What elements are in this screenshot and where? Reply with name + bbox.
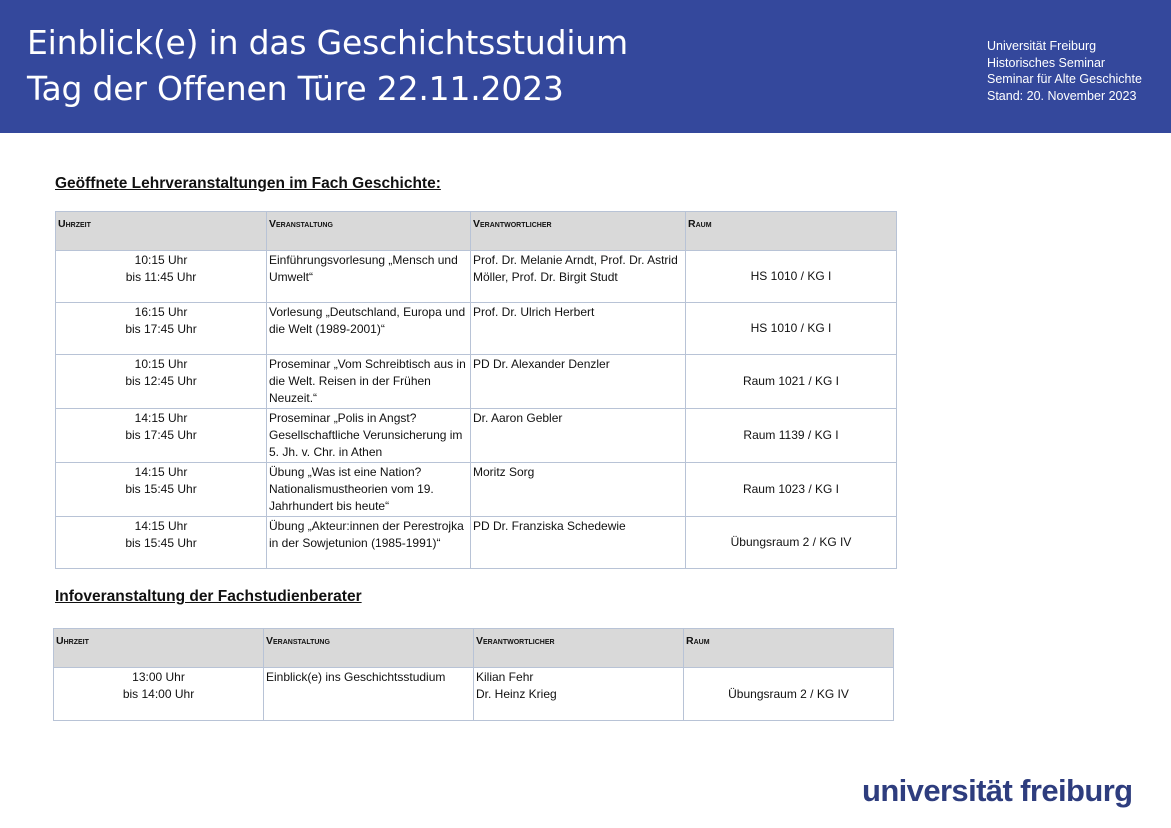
person-name: Kilian Fehr <box>476 670 534 684</box>
column-header-room: Raum <box>684 629 894 668</box>
table-row <box>56 517 897 569</box>
meta-university: Universität Freiburg <box>987 39 1097 53</box>
room-cell: HS 1010 / KG I <box>686 251 897 303</box>
time-end: bis 17:45 Uhr <box>125 322 197 336</box>
table-row <box>54 668 894 721</box>
table-header-row <box>56 212 897 251</box>
person-cell: Prof. Dr. Melanie Arndt, Prof. Dr. Astrid Möller, Prof. Dr. Birgit Studt <box>471 251 686 303</box>
person-cell: Moritz Sorg <box>471 463 686 517</box>
room-cell: Übungsraum 2 / KG IV <box>684 668 894 721</box>
person-cell: Dr. Aaron Gebler <box>471 409 686 463</box>
header-banner <box>0 0 1171 133</box>
time-start: 14:15 Uhr <box>134 411 188 425</box>
person-cell <box>474 668 684 721</box>
time-cell <box>56 303 267 355</box>
table-row <box>56 355 897 409</box>
column-header-time: Uhrzeit <box>54 629 264 668</box>
time-start: 14:15 Uhr <box>134 465 188 479</box>
time-cell <box>56 517 267 569</box>
time-start: 16:15 Uhr <box>134 305 188 319</box>
column-header-time: Uhrzeit <box>56 212 267 251</box>
time-cell <box>56 409 267 463</box>
person-name: Dr. Heinz Krieg <box>476 687 557 701</box>
title-line-1: Einblick(e) in das Geschichtsstudium <box>27 23 628 62</box>
time-end: bis 11:45 Uhr <box>125 270 197 284</box>
event-cell: Übung „Was ist eine Nation? Nationalismustheorien vom 19. Jahrhundert bis heute“ <box>267 463 471 517</box>
institution-info <box>987 38 1142 104</box>
room-cell: Raum 1021 / KG I <box>686 355 897 409</box>
title-line-2: Tag der Offenen Türe 22.11.2023 <box>27 69 564 108</box>
person-cell: PD Dr. Alexander Denzler <box>471 355 686 409</box>
table-row <box>56 251 897 303</box>
column-header-person: Verantwortlicher <box>474 629 684 668</box>
time-start: 14:15 Uhr <box>134 519 188 533</box>
event-cell: Proseminar „Vom Schreibtisch aus in die Welt. Reisen in der Frühen Neuzeit.“ <box>267 355 471 409</box>
room-cell: Raum 1023 / KG I <box>686 463 897 517</box>
event-cell: Einblick(e) ins Geschichtsstudium <box>264 668 474 721</box>
time-end: bis 15:45 Uhr <box>125 482 197 496</box>
page-title <box>27 20 628 112</box>
time-cell <box>54 668 264 721</box>
time-cell <box>56 463 267 517</box>
time-end: bis 17:45 Uhr <box>125 428 197 442</box>
time-end: bis 15:45 Uhr <box>125 536 197 550</box>
university-logo: universität freiburg <box>862 773 1133 808</box>
section-heading-info: Infoveranstaltung der Fachstudienberater <box>55 588 362 605</box>
event-cell: Einführungsvorlesung „Mensch und Umwelt“ <box>267 251 471 303</box>
meta-date: Stand: 20. November 2023 <box>987 88 1137 103</box>
person-cell: Prof. Dr. Ulrich Herbert <box>471 303 686 355</box>
time-start: 10:15 Uhr <box>134 357 188 371</box>
courses-table <box>55 211 897 569</box>
meta-seminar: Seminar für Alte Geschichte <box>987 72 1142 86</box>
column-header-person: Verantwortlicher <box>471 212 686 251</box>
table-row <box>56 463 897 517</box>
time-end: bis 12:45 Uhr <box>125 374 197 388</box>
time-cell <box>56 355 267 409</box>
event-cell: Übung „Akteur:innen der Perestrojka in der Sowjetunion (1985-1991)“ <box>267 517 471 569</box>
table-row <box>56 303 897 355</box>
column-header-room: Raum <box>686 212 897 251</box>
time-start: 13:00 Uhr <box>132 670 185 684</box>
time-end: bis 14:00 Uhr <box>122 687 195 701</box>
column-header-event: Veranstaltung <box>264 629 474 668</box>
event-cell: Proseminar „Polis in Angst? Gesellschaftliche Verunsicherung im 5. Jh. v. Chr. in Athen <box>267 409 471 463</box>
table-header-row <box>54 629 894 668</box>
room-cell: HS 1010 / KG I <box>686 303 897 355</box>
info-table <box>53 628 894 721</box>
event-cell: Vorlesung „Deutschland, Europa und die Welt (1989-2001)“ <box>267 303 471 355</box>
time-start: 10:15 Uhr <box>134 253 188 267</box>
section-heading-courses: Geöffnete Lehrveranstaltungen im Fach Geschichte: <box>55 175 441 192</box>
person-cell: PD Dr. Franziska Schedewie <box>471 517 686 569</box>
room-cell: Raum 1139 / KG I <box>686 409 897 463</box>
meta-department: Historisches Seminar <box>987 55 1106 70</box>
room-cell: Übungsraum 2 / KG IV <box>686 517 897 569</box>
column-header-event: Veranstaltung <box>267 212 471 251</box>
time-cell <box>56 251 267 303</box>
table-row <box>56 409 897 463</box>
